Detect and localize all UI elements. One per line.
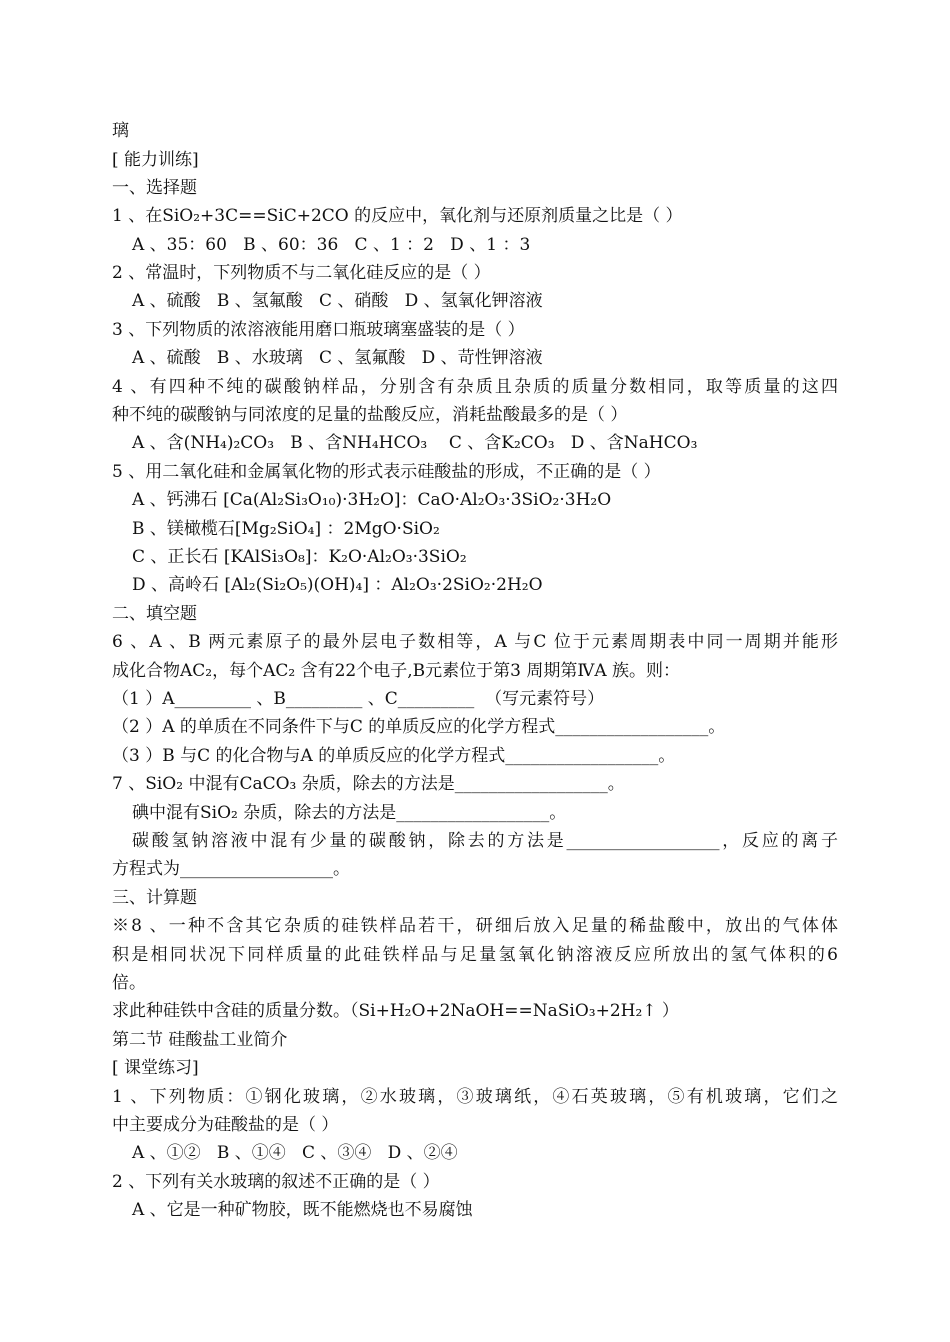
- answer-option: B 、镁橄榄石[Mg₂SiO₄] ：2MgO·SiO₂: [132, 519, 440, 539]
- answer-options: A 、硫酸 B 、氢氟酸 C 、硝酸 D 、氢氧化钾溶液: [132, 291, 543, 311]
- question-text: ※8 、一种不含其它杂质的硅铁样品若干，研细后放入足量的稀盐酸中，放出的气体体: [112, 916, 838, 936]
- answer-options: A 、硫酸 B 、水玻璃 C 、氢氟酸 D 、苛性钾溶液: [132, 348, 543, 368]
- question-text: 求此种硅铁中含硅的质量分数。（Si+H₂O+2NaOH==NaSiO₃+2H₂↑ ）: [112, 1001, 679, 1021]
- section-heading: 一、选择题: [112, 178, 197, 198]
- question-text: 成化合物AC₂，每个AC₂ 含有22个电子,B元素位于第3 周期第ⅣA 族。则：: [112, 661, 681, 681]
- fill-blank-line: 碘中混有SiO₂ 杂质，除去的方法是__________________。: [132, 803, 567, 823]
- section-heading: [ 能力训练]: [112, 150, 199, 170]
- question-text: 7 、SiO₂ 中混有CaCO₃ 杂质，除去的方法是__________________。: [112, 774, 625, 794]
- fill-blank-line: 方程式为__________________。: [112, 859, 350, 879]
- answer-option: C 、正长石 [KAlSi₃O₈]：K₂O·Al₂O₃·3SiO₂: [132, 547, 467, 567]
- question-text: 积是相同状况下同样质量的此硅铁样品与足量氢氧化钠溶液反应所放出的氢气体积的6: [112, 945, 838, 965]
- answer-option: A 、它是一种矿物胶，既不能燃烧也不易腐蚀: [132, 1200, 473, 1220]
- section-heading: [ 课堂练习]: [112, 1058, 199, 1078]
- answer-options: A 、①② B 、①④ C 、③④ D 、②④: [132, 1143, 458, 1163]
- fill-blank-line: （1 ）A_________ 、B_________ 、C_________ （写元素符号）: [112, 689, 605, 709]
- answer-options: A 、35：60 B 、60：36 C 、1 ：2 D 、1 ：3: [132, 235, 531, 255]
- question-text: 中主要成分为硅酸盐的是（ ）: [112, 1115, 339, 1135]
- answer-option: D 、高岭石 [Al₂(Si₂O₅)(OH)₄] ：Al₂O₃·2SiO₂·2H₂O: [132, 575, 543, 595]
- question-text: 3 、下列物质的浓溶液能用磨口瓶玻璃塞盛装的是（ ）: [112, 320, 525, 340]
- question-text: 2 、常温时，下列物质不与二氧化硅反应的是（ ）: [112, 263, 491, 283]
- question-text: 2 、下列有关水玻璃的叙述不正确的是（ ）: [112, 1172, 440, 1192]
- fill-blank-line: （3 ）B 与C 的化合物与A 的单质反应的化学方程式__________________。: [112, 746, 676, 766]
- section-heading: 三、计算题: [112, 888, 197, 908]
- question-text: 4 、有四种不纯的碳酸钠样品，分别含有杂质且杂质的质量分数相同，取等质量的这四: [112, 377, 838, 397]
- question-text: 1 、下列物质：①钢化玻璃，②水玻璃，③玻璃纸，④石英玻璃，⑤有机玻璃，它们之: [112, 1087, 838, 1107]
- question-text: 6 、A 、B 两元素原子的最外层电子数相等，A 与C 位于元素周期表中同一周期并能形: [112, 632, 838, 652]
- section-heading: 第二节 硅酸盐工业简介: [112, 1030, 288, 1050]
- answer-option: A 、钙沸石 [Ca(Al₂Si₃O₁₀)·3H₂O]：CaO·Al₂O₃·3SiO₂·3H₂O: [132, 490, 612, 510]
- question-text: 5 、用二氧化硅和金属氧化物的形式表示硅酸盐的形成，不正确的是（ ）: [112, 462, 661, 482]
- section-heading: 二、填空题: [112, 604, 197, 624]
- text-line: 璃: [112, 121, 129, 141]
- question-text: 种不纯的碳酸钠与同浓度的足量的盐酸反应，消耗盐酸最多的是（ ）: [112, 405, 628, 425]
- fill-blank-line: 碳酸氢钠溶液中混有少量的碳酸钠，除去的方法是__________________，反应的离子: [132, 831, 838, 851]
- question-text: 1 、在SiO₂+3C==SiC+2CO 的反应中，氧化剂与还原剂质量之比是（ ）: [112, 206, 683, 226]
- fill-blank-line: （2 ）A 的单质在不同条件下与C 的单质反应的化学方程式__________________。: [112, 717, 726, 737]
- answer-options: A 、含(NH₄)₂CO₃ B 、含NH₄HCO₃ C 、含K₂CO₃ D 、含NaHCO₃: [132, 433, 698, 453]
- question-text: 倍。: [112, 973, 146, 993]
